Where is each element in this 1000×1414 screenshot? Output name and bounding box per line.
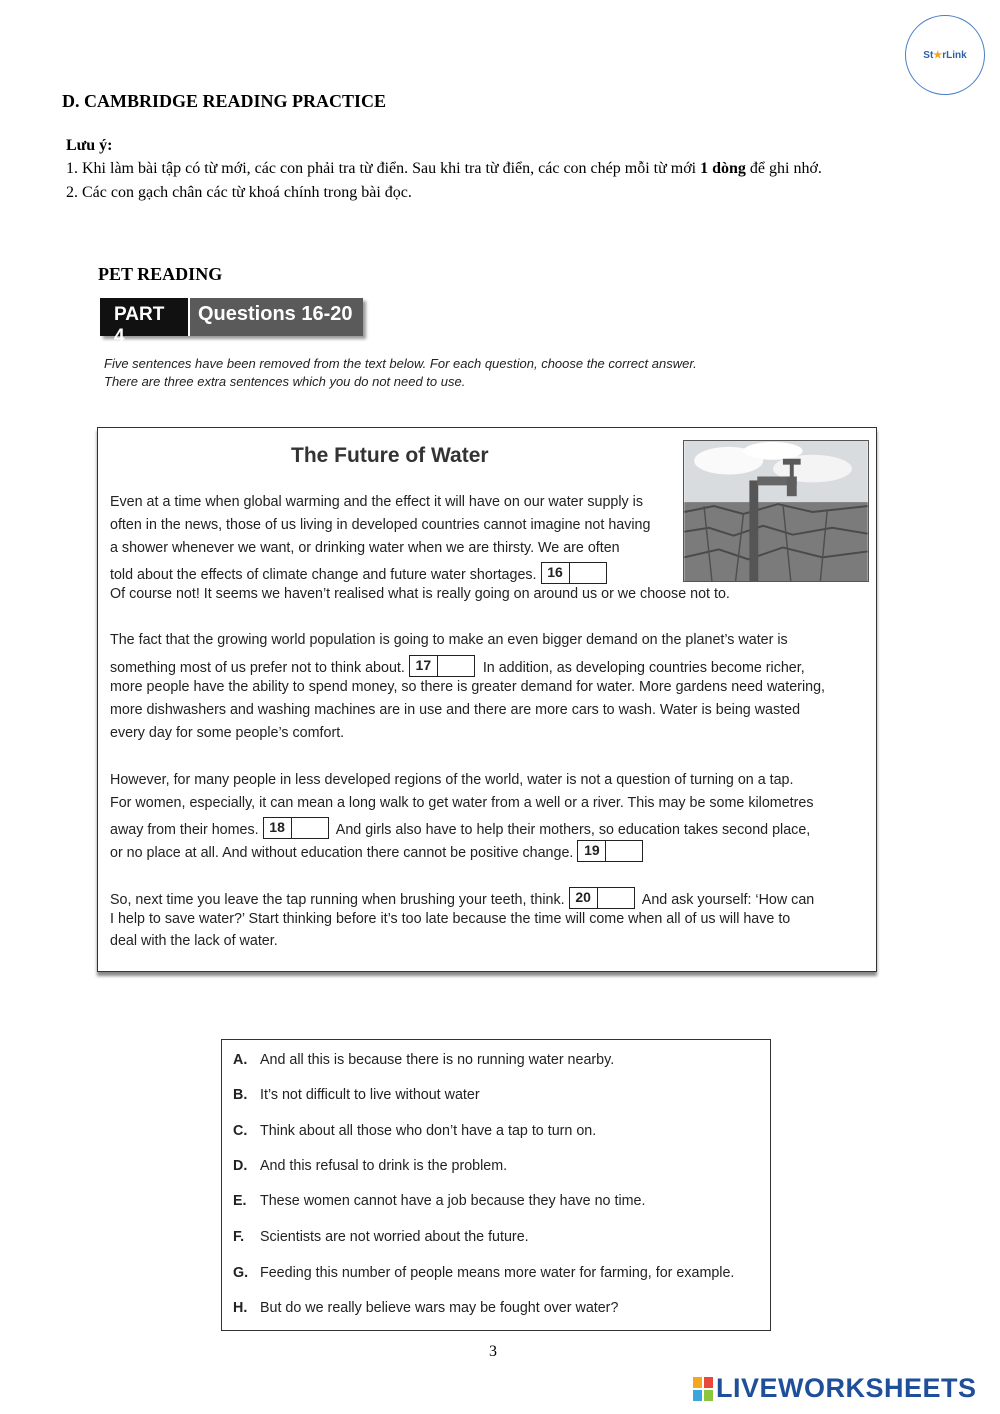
option-h — [233, 1300, 618, 1316]
article-line-text: told about the effects of climate change and future water shortages. — [110, 567, 537, 583]
article-line — [110, 817, 810, 839]
article-line-text: And girls also have to help their mothers, so education takes second place, — [335, 822, 811, 838]
starlink-logo-text-start: St — [923, 49, 934, 61]
option-text: And all this is because there is no running water nearby. — [260, 1052, 615, 1068]
answer-gap-20[interactable] — [569, 887, 635, 909]
answer-gap-16[interactable] — [541, 562, 607, 584]
note-heading: Lưu ý: — [66, 137, 113, 154]
article-line-text: something most of us prefer not to think about. — [110, 660, 405, 676]
option-letter: E. — [233, 1193, 247, 1209]
option-text: It’s not difficult to live without water — [260, 1087, 480, 1103]
pet-reading-title: PET READING — [98, 264, 223, 284]
option-letter: F. — [233, 1229, 245, 1245]
option-text: And this refusal to drink is the problem. — [260, 1158, 508, 1174]
answer-gap-17[interactable] — [409, 655, 475, 677]
note-line-1-end: để ghi nhớ. — [745, 160, 822, 177]
article-line: For women, especially, it can mean a long walk to get water from a well or a river. This may be some kilometres — [110, 795, 814, 811]
option-a — [233, 1052, 614, 1068]
article-line-text: And ask yourself: ‘How can — [641, 892, 815, 908]
starlink-logo — [905, 15, 985, 95]
note-line-2: 2. Các con gạch chân các từ khoá chính trong bài đọc. — [66, 184, 412, 201]
starlink-logo-text-end: rLink — [942, 49, 967, 61]
part-banner — [100, 298, 363, 347]
option-f — [233, 1229, 529, 1245]
page-number: 3 — [489, 1343, 497, 1360]
option-text: Feeding this number of people means more water for farming, for example. — [260, 1265, 735, 1281]
article-line: more people have the ability to spend money, so there is greater demand for water. More gardens need watering, — [110, 679, 825, 695]
article-title: The Future of Water — [291, 444, 489, 467]
article-line: However, for many people in less developed regions of the world, water is not a question of turning on a tap. — [110, 772, 794, 788]
liveworksheets-blocks-icon — [693, 1377, 713, 1401]
option-d — [233, 1158, 507, 1174]
article-line: often in the news, those of us living in developed countries cannot imagine not having — [110, 517, 651, 533]
article-line-text: or no place at all. And without education there cannot be positive change. — [110, 845, 574, 861]
article-line-text: away from their homes. — [110, 822, 259, 838]
answer-gap-18[interactable] — [263, 817, 329, 839]
note-line-1-start: 1. Khi làm bài tập có từ mới, các con phải tra từ điển. Sau khi tra từ điển, các con chép mỗi từ mới — [66, 160, 701, 177]
option-c — [233, 1123, 596, 1139]
answer-gap-19[interactable] — [577, 840, 643, 862]
option-letter: D. — [233, 1158, 248, 1174]
gap-number: 17 — [410, 656, 438, 676]
article-line: Even at a time when global warming and the effect it will have on our water supply is — [110, 494, 643, 510]
gap-number: 18 — [264, 818, 292, 838]
article-line: The fact that the growing world population is going to make an even bigger demand on the planet’s water is — [110, 632, 788, 648]
gap-number: 16 — [542, 563, 570, 583]
option-letter: C. — [233, 1123, 248, 1139]
instruction-line-1: Five sentences have been removed from the text below. For each question, choose the correct answer. — [104, 356, 697, 371]
part-label: PART 4 — [100, 298, 188, 336]
article-line: a shower whenever we want, or drinking water when we are thirsty. We are often — [110, 540, 620, 556]
article-line — [110, 840, 647, 862]
questions-label: Questions 16-20 — [188, 298, 363, 336]
option-text: These women cannot have a job because they have no time. — [260, 1193, 646, 1209]
instruction-line-2: There are three extra sentences which you do not need to use. — [104, 374, 466, 389]
article-line: deal with the lack of water. — [110, 933, 278, 949]
liveworksheets-logo — [693, 1373, 977, 1404]
article-line — [110, 562, 611, 584]
article-line: more dishwashers and washing machines are in use and there are more cars to wash. Water is being wasted — [110, 702, 801, 718]
article-line: I help to save water?’ Start thinking before it’s too late because the time will come when all of us will have to — [110, 911, 791, 927]
article-line-text: In addition, as developing countries become richer, — [482, 660, 805, 676]
liveworksheets-wordmark: LIVEWORKSHEETS — [716, 1373, 977, 1403]
option-g — [233, 1265, 734, 1281]
dry-tap-photo — [683, 440, 869, 582]
article-line: every day for some people’s comfort. — [110, 725, 345, 741]
gap-number: 20 — [570, 888, 598, 908]
article-line: Of course not! It seems we haven’t realised what is really going on around us or we choose not to. — [110, 586, 730, 602]
article-box — [97, 427, 877, 972]
article-line — [110, 887, 814, 909]
gap-number: 19 — [578, 841, 606, 861]
option-b — [233, 1087, 480, 1103]
article-line — [110, 655, 805, 677]
article-line-text: So, next time you leave the tap running when brushing your teeth, think. — [110, 892, 565, 908]
options-box — [221, 1039, 771, 1331]
option-letter: G. — [233, 1265, 249, 1281]
star-icon: ★ — [933, 49, 943, 61]
note-line-1-bold: 1 dòng — [700, 160, 746, 177]
option-letter: H. — [233, 1300, 248, 1316]
option-letter: A. — [233, 1052, 248, 1068]
option-e — [233, 1193, 645, 1209]
section-title: D. CAMBRIDGE READING PRACTICE — [62, 91, 387, 111]
option-text: But do we really believe wars may be fought over water? — [260, 1300, 619, 1316]
option-text: Scientists are not worried about the future. — [260, 1229, 529, 1245]
option-letter: B. — [233, 1087, 248, 1103]
option-text: Think about all those who don’t have a tap to turn on. — [260, 1123, 597, 1139]
note-line-1 — [66, 160, 822, 178]
